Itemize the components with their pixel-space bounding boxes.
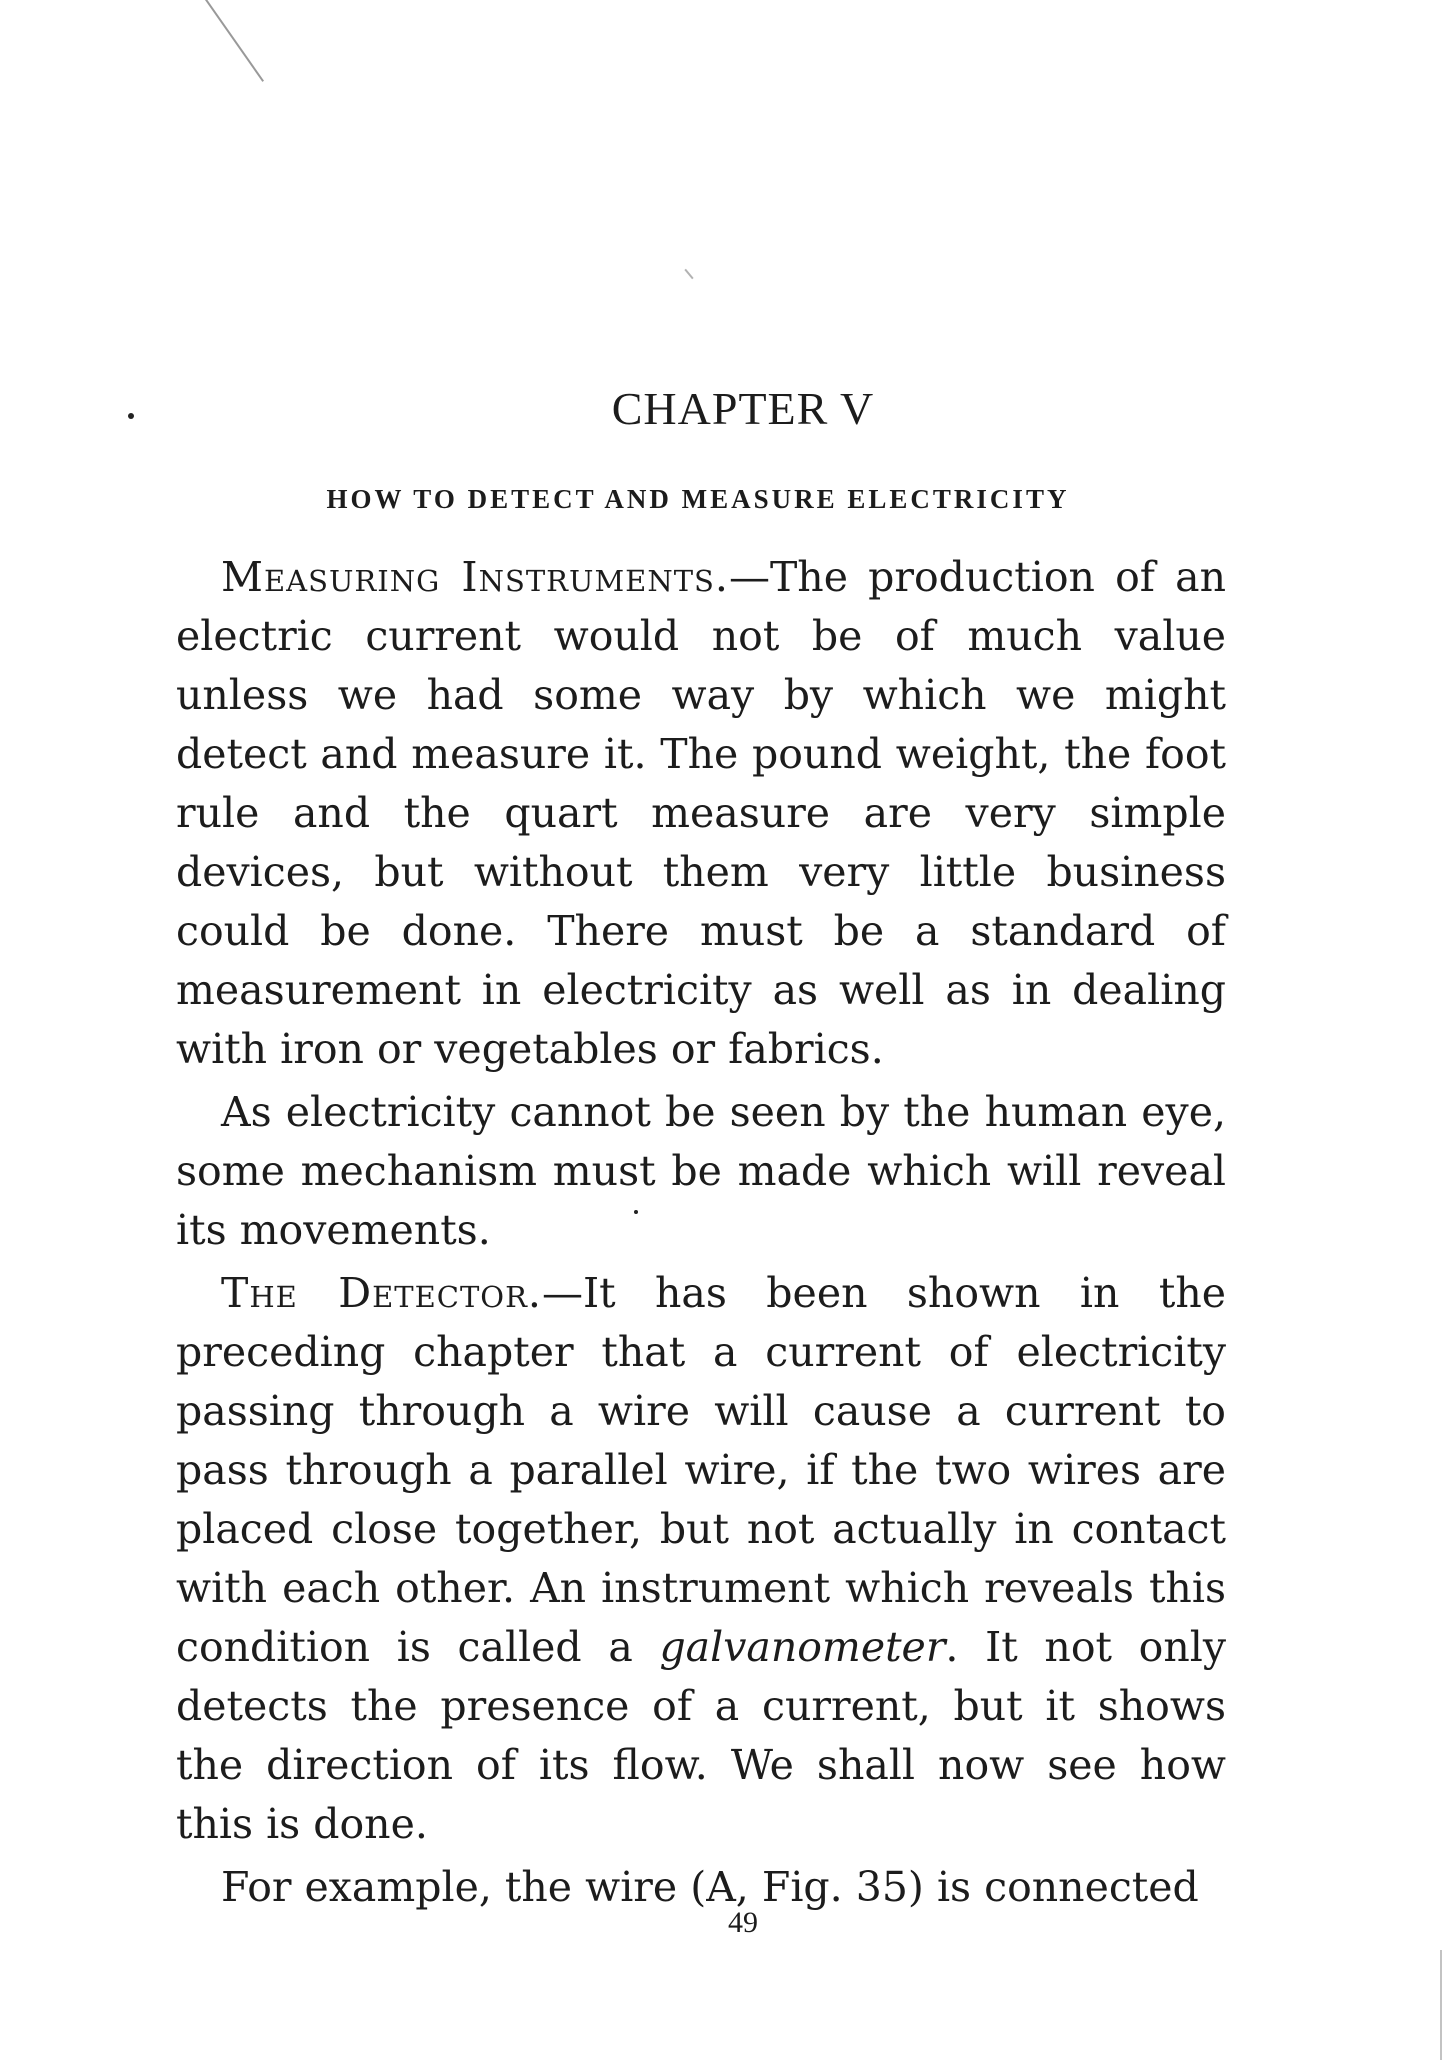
paragraph	[176, 1083, 1226, 1260]
emphasized-term: galvanometer	[659, 1623, 946, 1671]
body-text	[176, 548, 1226, 1917]
paragraph-text: For example, the wire (A, Fig. 35) is connected	[221, 1863, 1199, 1911]
page-edge-mark	[1440, 1950, 1442, 2060]
paragraph	[176, 548, 1226, 1079]
run-in-heading: The Detector.	[221, 1269, 542, 1317]
paragraph-text: . It not only detects the presence of a current, but it shows the direction of its flow. We shall now see how this is done.	[176, 1623, 1227, 1848]
page-number: 49	[728, 1906, 758, 1939]
chapter-subtitle: HOW TO DETECT AND MEASURE ELECTRICITY	[326, 484, 1070, 514]
chapter-heading: CHAPTER V	[611, 383, 875, 434]
paragraph	[176, 1264, 1226, 1854]
run-in-heading: Measuring Instruments.	[221, 553, 729, 601]
paragraph-text: —The production of an electric current would not be of much value unless we had some way by which we might detect and measure it. The pound weight, the foot rule and the quart measure are very simple devices, but without them very little business could be done. There must be a standard of measurement in electricity as well as in dealing with iron or vegetables or fabrics.	[176, 553, 1226, 1073]
stray-pencil-mark	[205, 0, 264, 82]
paragraph-text: As electricity cannot be seen by the human eye, some mechanism must be made which will reveal its movements.	[176, 1088, 1226, 1254]
stray-pencil-mark	[684, 269, 693, 279]
paragraph-text: —It has been shown in the preceding chapter that a current of electricity passing through a wire will cause a current to pass through a parallel wire, if the two wires are placed close together, but not actually in contact with each other. An instrument which reveals this condition is called a	[176, 1269, 1226, 1671]
